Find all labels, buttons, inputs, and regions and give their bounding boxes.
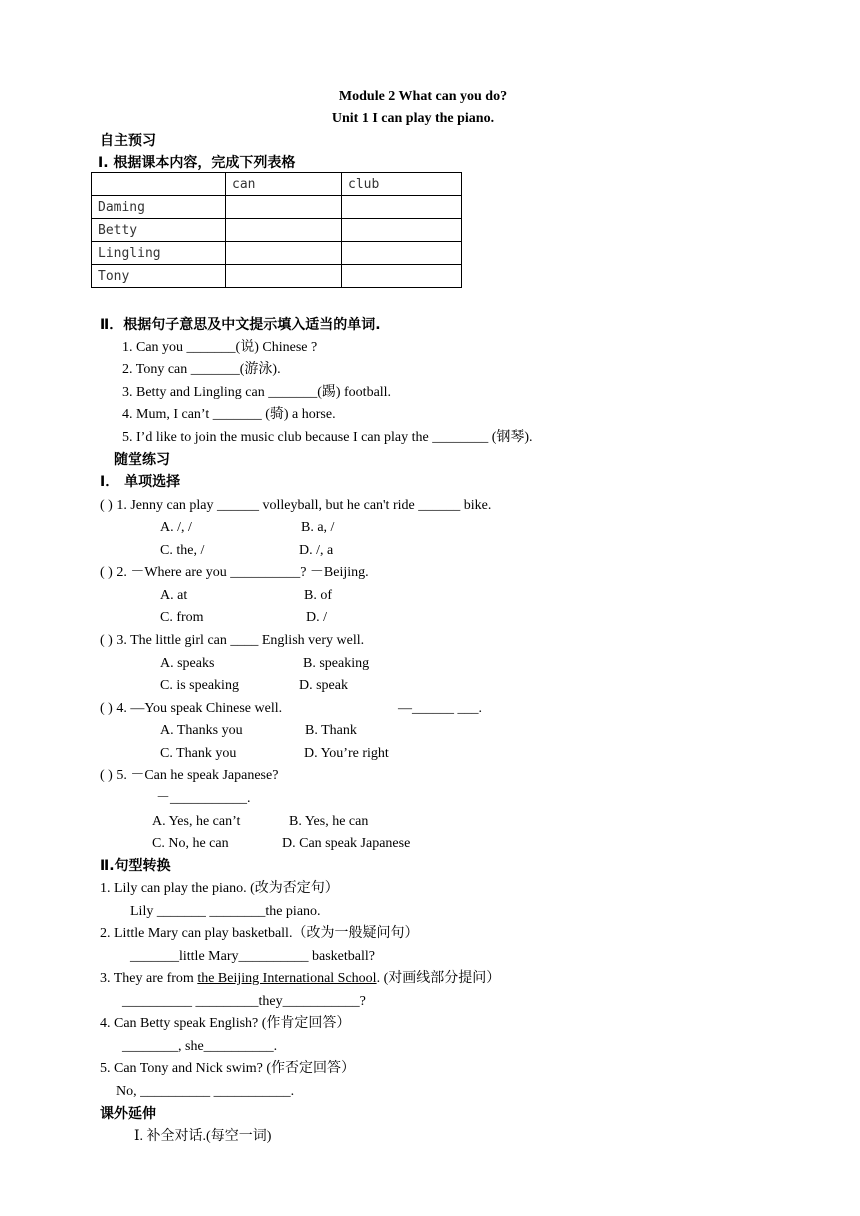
- table-cell: [342, 196, 462, 219]
- mc-option: D. /, a: [299, 543, 334, 558]
- unit-title: Unit 1 I can play the piano.: [331, 111, 495, 126]
- mc-question-2: ( ) 2. －Where are you __________? －Beijing.: [100, 565, 369, 580]
- transform-question-5: 5. Can Tony and Nick swim? (作否定回答）: [100, 1061, 356, 1076]
- preview-table: [91, 172, 462, 288]
- mc-option: C. from: [160, 610, 204, 625]
- question-text: 3. They are from: [100, 971, 198, 986]
- mc-reply: －___________.: [156, 791, 251, 806]
- table-cell: [226, 242, 342, 265]
- transform-question-4: 4. Can Betty speak English? (作肯定回答）: [100, 1016, 351, 1031]
- question-instruction: . (对画线部分提问）: [376, 971, 501, 986]
- section-heading-extension: 课外延伸: [100, 1106, 156, 1122]
- mc-question-1: ( ) 1. Jenny can play ______ volleyball, but he can't ride ______ bike.: [100, 498, 492, 513]
- mc-option: C. Thank you: [160, 746, 237, 761]
- mc-question-3: ( ) 3. The little girl can ____ English very well.: [100, 633, 365, 648]
- table-cell: [226, 265, 342, 288]
- mc-option: B. Yes, he can: [289, 814, 369, 829]
- mc-option: A. at: [160, 588, 188, 603]
- table-cell: [92, 173, 226, 196]
- mc-reply: —______ ___.: [398, 701, 482, 716]
- fill-item-2: 2. Tony can _______(游泳).: [122, 362, 281, 377]
- transform-question-2: 2. Little Mary can play basketball.（改为一般疑问句）: [100, 926, 419, 941]
- mc-option: A. Yes, he can’t: [152, 814, 241, 829]
- mc-option: B. Thank: [305, 723, 357, 738]
- fill-item-4: 4. Mum, I can’t _______ (骑) a horse.: [122, 407, 336, 422]
- table-row: [92, 242, 462, 265]
- table-cell: [226, 196, 342, 219]
- mc-option: D. /: [306, 610, 327, 625]
- table-cell: [342, 265, 462, 288]
- mc-option: A. /, /: [160, 520, 192, 535]
- fill-item-1: 1. Can you _______(说) Chinese ?: [122, 340, 318, 355]
- mc-question-4: ( ) 4. —You speak Chinese well.: [100, 701, 283, 716]
- transform-answer-4: ________, she__________.: [122, 1039, 278, 1054]
- mc-option: B. a, /: [301, 520, 335, 535]
- mc-option: D. speak: [299, 678, 348, 693]
- practice-part1-title: Ⅰ． 单项选择: [100, 474, 181, 490]
- transform-answer-3: __________ _________they___________?: [122, 994, 366, 1009]
- table-cell: [342, 219, 462, 242]
- table-header-row: [92, 173, 462, 196]
- mc-option: D. You’re right: [304, 746, 389, 761]
- transform-answer-1: Lily _______ ________the piano.: [130, 904, 321, 919]
- practice-part2-title: Ⅱ.句型转换: [100, 858, 171, 874]
- transform-question-1: 1. Lily can play the piano. (改为否定句）: [100, 881, 339, 896]
- transform-answer-2: _______little Mary__________ basketball?: [130, 949, 375, 964]
- table-cell: Lingling: [92, 242, 226, 265]
- mc-option: A. Thanks you: [160, 723, 243, 738]
- section-heading-preview: 自主预习: [100, 133, 156, 149]
- mc-option: B. of: [304, 588, 332, 603]
- table-cell: Tony: [92, 265, 226, 288]
- mc-option: C. is speaking: [160, 678, 239, 693]
- module-title: Module 2 What can you do?: [338, 89, 508, 104]
- table-cell: Betty: [92, 219, 226, 242]
- table-header-club: club: [342, 173, 462, 196]
- mc-option: A. speaks: [160, 656, 215, 671]
- table-row: [92, 196, 462, 219]
- mc-option: D. Can speak Japanese: [282, 836, 411, 851]
- mc-option: C. No, he can: [152, 836, 229, 851]
- table-cell: Daming: [92, 196, 226, 219]
- extension-part1-title: Ⅰ. 补全对话.(每空一词): [134, 1129, 272, 1144]
- table-row: [92, 219, 462, 242]
- section-heading-practice: 随堂练习: [114, 452, 170, 468]
- mc-question-5: ( ) 5. －Can he speak Japanese?: [100, 768, 279, 783]
- table-row: [92, 265, 462, 288]
- preview-part1-title: Ⅰ. 根据课本内容，完成下列表格: [98, 155, 296, 171]
- table-header-can: can: [226, 173, 342, 196]
- fill-item-3: 3. Betty and Lingling can _______(踢) football.: [122, 385, 392, 400]
- underlined-phrase: the Beijing International School: [197, 971, 377, 986]
- table-cell: [342, 242, 462, 265]
- fill-item-5: 5. I’d like to join the music club because I can play the ________ (钢琴).: [122, 430, 533, 445]
- transform-answer-5: No, __________ ___________.: [116, 1084, 295, 1099]
- mc-option: C. the, /: [160, 543, 205, 558]
- transform-question-3: [100, 970, 500, 988]
- table-cell: [226, 219, 342, 242]
- preview-part2-title: Ⅱ．根据句子意思及中文提示填入适当的单词.: [100, 317, 381, 333]
- mc-option: B. speaking: [303, 656, 370, 671]
